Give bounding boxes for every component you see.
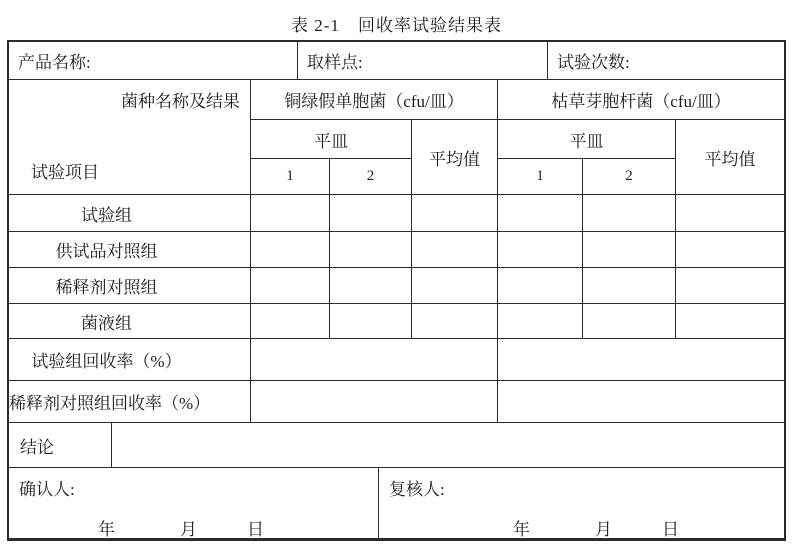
result-cell: [676, 268, 784, 304]
result-cell: [583, 232, 676, 268]
review-signature-cell: [379, 468, 784, 538]
result-cell: [676, 195, 784, 232]
row-label-bacteria-liquid: 菌液组: [9, 304, 251, 339]
confirm-date-line: [9, 515, 378, 540]
result-cell: [412, 268, 498, 304]
result-cell: [251, 232, 330, 268]
recovery-test-table: [7, 40, 786, 541]
result-cell: [498, 268, 583, 304]
results-grid: [9, 80, 784, 423]
recovery-cell-group2: [498, 339, 784, 381]
result-cell: [251, 268, 330, 304]
result-cell: [583, 195, 676, 232]
recovery-cell-group1: [251, 339, 498, 381]
result-cell: [676, 232, 784, 268]
group1-plate2-header: 2: [330, 159, 412, 195]
result-cell: [330, 268, 412, 304]
page-title: 表 2-1 回收率试验结果表: [291, 16, 502, 35]
confirm-label: 确认人:: [19, 480, 75, 499]
row-label-test-group: 试验组: [9, 195, 251, 232]
group1-header: 铜绿假单胞菌（cfu/皿）: [251, 80, 498, 120]
row-label-sample-control: 供试品对照组: [9, 232, 251, 268]
recovery-cell-group1: [251, 381, 498, 423]
sampling-point-cell: 取样点:: [298, 42, 548, 80]
group2-plate1-header: 1: [498, 159, 583, 195]
review-date-line: [379, 515, 784, 540]
conclusion-label: 结论: [9, 423, 112, 468]
test-times-cell: 试验次数:: [548, 42, 784, 80]
year-label: 年: [98, 520, 115, 539]
day-label: 日: [662, 520, 679, 539]
info-row: [9, 42, 784, 80]
corner-top-label: 菌种名称及结果: [121, 92, 240, 111]
result-cell: [498, 232, 583, 268]
recovery-cell-group2: [498, 381, 784, 423]
signature-row: [9, 468, 784, 538]
product-name-cell: 产品名称:: [9, 42, 298, 80]
result-cell: [412, 232, 498, 268]
group2-header: 枯草芽胞杆菌（cfu/皿）: [498, 80, 784, 120]
conclusion-row: [9, 423, 784, 468]
group2-plate-header: 平皿: [498, 120, 676, 159]
result-cell: [583, 304, 676, 339]
group2-plate2-header: 2: [583, 159, 676, 195]
result-cell: [498, 195, 583, 232]
result-cell: [330, 232, 412, 268]
review-label: 复核人:: [389, 480, 445, 499]
row-label-diluent-recovery: 稀释剂对照组回收率（%）: [9, 381, 251, 423]
group1-plate-header: 平皿: [251, 120, 412, 159]
month-label: 月: [180, 520, 197, 539]
result-cell: [330, 304, 412, 339]
group1-average-header: 平均值: [412, 120, 498, 195]
corner-header-cell: [9, 80, 251, 195]
result-cell: [251, 195, 330, 232]
month-label: 月: [595, 520, 612, 539]
day-label: 日: [247, 520, 264, 539]
group2-average-header: 平均值: [676, 120, 784, 195]
result-cell: [676, 304, 784, 339]
result-cell: [330, 195, 412, 232]
confirm-signature-cell: [9, 468, 379, 538]
result-cell: [583, 268, 676, 304]
year-label: 年: [513, 520, 530, 539]
result-cell: [251, 304, 330, 339]
result-cell: [498, 304, 583, 339]
result-cell: [412, 195, 498, 232]
result-cell: [412, 304, 498, 339]
row-label-test-recovery: 试验组回收率（%）: [9, 339, 251, 381]
conclusion-value-cell: [112, 423, 784, 468]
group1-plate1-header: 1: [251, 159, 330, 195]
corner-bottom-label: 试验项目: [31, 163, 99, 182]
row-label-diluent-control: 稀释剂对照组: [9, 268, 251, 304]
